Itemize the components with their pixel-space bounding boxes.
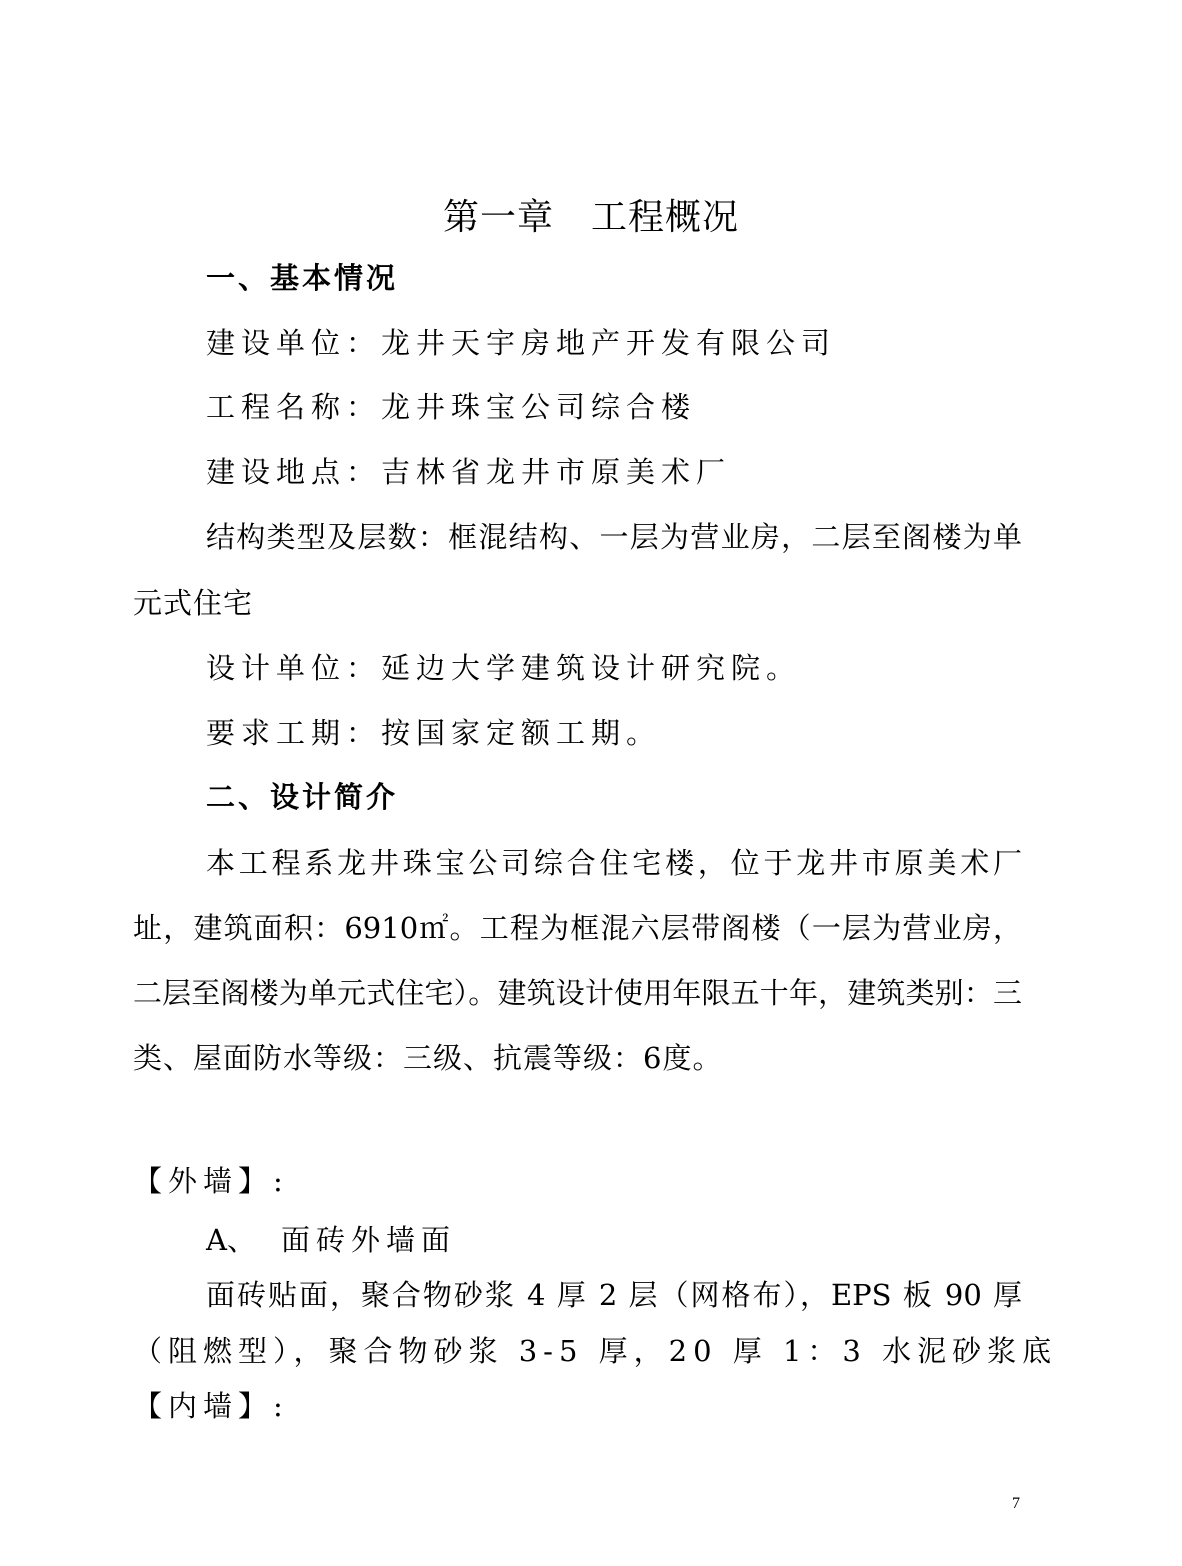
exterior-item-a-title: 面砖外墙面 xyxy=(281,1223,457,1257)
chapter-title: 第一章 工程概况 xyxy=(442,197,739,238)
design-para-line-4: 类、屋面防水等级：三级、抗震等级：6度。 xyxy=(133,1041,723,1075)
design-para-line-3: 二层至阁楼为单元式住宅）。建筑设计使用年限五十年，建筑类别：三 xyxy=(133,976,1022,1010)
exterior-item-a-marker: A、 xyxy=(206,1223,256,1257)
exterior-desc-line-1: 面砖贴面，聚合物砂浆 4 厚 2 层（网格布），EPS 板 90 厚 xyxy=(206,1278,1022,1312)
structure-line-1: 结构类型及层数：框混结构、一层为营业房，二层至阁楼为单 xyxy=(206,520,1022,554)
schedule-line: 要求工期：按国家定额工期。 xyxy=(206,716,662,750)
section-heading-basic-info: 一、基本情况 xyxy=(206,261,399,295)
interior-wall-label: 【内墙】: xyxy=(133,1389,289,1423)
design-unit-line: 设计单位：延边大学建筑设计研究院。 xyxy=(206,651,802,685)
page-number: 7 xyxy=(1012,1495,1020,1512)
location-line: 建设地点：吉林省龙井市原美术厂 xyxy=(206,455,732,489)
design-para-line-2: 址，建筑面积：6910㎡。工程为框混六层带阁楼（一层为营业房， xyxy=(133,911,1022,945)
project-name-line: 工程名称：龙井珠宝公司综合楼 xyxy=(206,390,697,424)
exterior-wall-label: 【外墙】: xyxy=(133,1164,289,1198)
section-heading-design-intro: 二、设计简介 xyxy=(206,780,399,814)
exterior-desc-line-2: （阻燃型），聚合物砂浆 3-5 厚，20 厚 1：3 水泥砂浆底 xyxy=(133,1334,1058,1368)
structure-line-2: 元式住宅 xyxy=(133,586,254,620)
design-para-line-1: 本工程系龙井珠宝公司综合住宅楼，位于龙井市原美术厂 xyxy=(206,846,1022,880)
construction-unit-line: 建设单位：龙井天宇房地产开发有限公司 xyxy=(206,326,837,360)
